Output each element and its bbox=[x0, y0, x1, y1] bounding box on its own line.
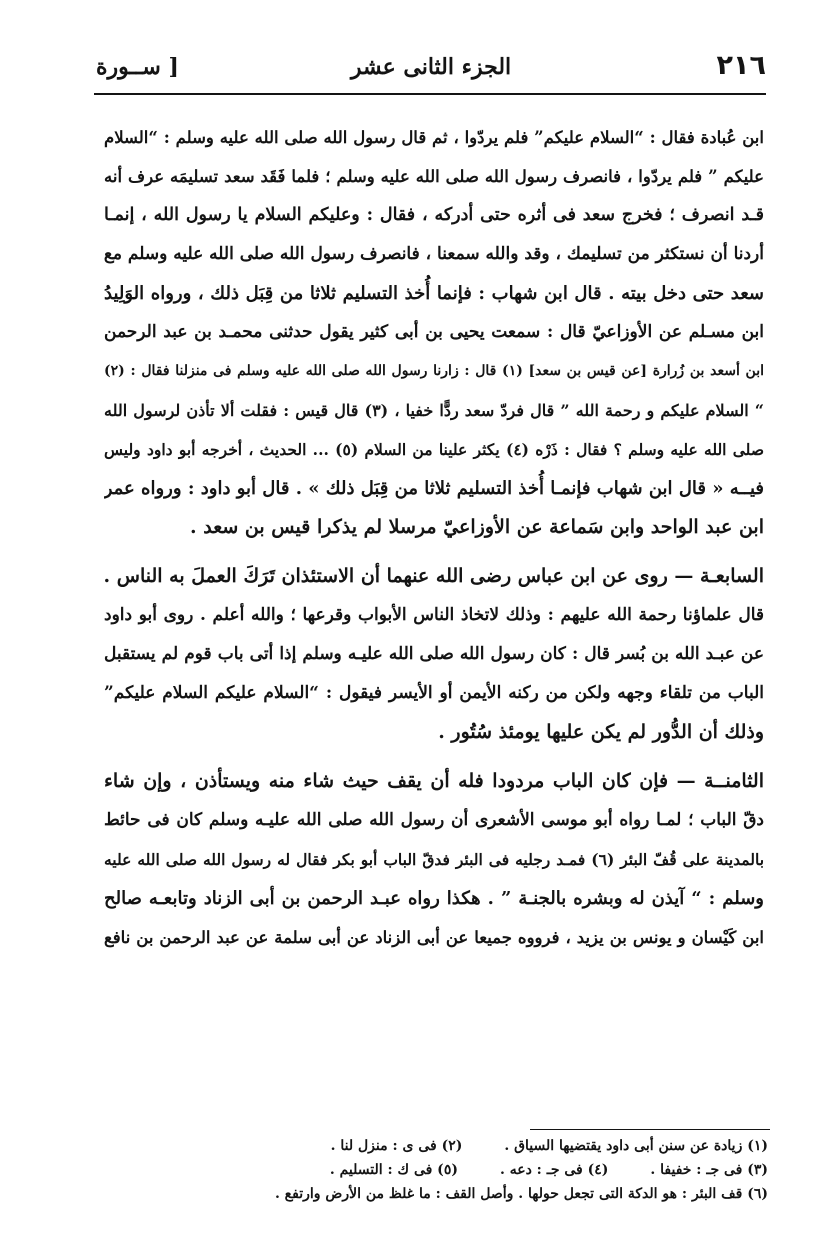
footnote-2: (٢) فى ى : منزل لنا . bbox=[330, 1138, 463, 1154]
text-line: الثامنــة — فإن كان الباب مردودا فله أن يقف حيث شاء منه ويستأذن ، وإن شاء bbox=[104, 770, 764, 792]
footnote-4: (٤) فى جـ : دعه . bbox=[499, 1162, 609, 1178]
text-line: سعد حتى دخل بيته . قال ابن شهاب : فإنما أُخذ التسليم ثلاثا من قِبَل ذلك ، ورواه الوَلِيدُ bbox=[104, 283, 764, 304]
text-line: السابعـة — روى عن ابن عباس رضى الله عنهما أن الاستئذان تَرَكَ العملَ به الناس . bbox=[104, 565, 764, 587]
text-line: قـد انصرف ؛ فخرج سعد فى أثره حتى أدركه ، فقال : وعليكم السلام يا رسول الله ، إنمـا bbox=[104, 205, 764, 225]
text-line: أردنا أن نستكثر من تسليمك ، وقد والله سمعنا ، فانصرف رسول الله صلى الله عليه وسلم مع bbox=[104, 244, 764, 264]
main-text bbox=[104, 118, 764, 957]
page-number: ٢١٦ bbox=[716, 50, 766, 81]
text-line: قال علماؤنا رحمة الله عليهم : وذلك لاتخاذ الناس الأبواب وقرعها ؛ والله أعلم . روى أبو داود bbox=[104, 605, 764, 625]
footnote-5: (٥) فى ك : التسليم . bbox=[329, 1162, 458, 1178]
footnote-row bbox=[160, 1182, 768, 1206]
text-line: دقّ الباب ؛ لمـا رواه أبو موسى الأشعرى أن رسول الله صلى الله عليـه وسلم كان فى حائط bbox=[104, 810, 764, 830]
running-title: الجزء الثانى عشر bbox=[350, 54, 512, 80]
text-line: وسلم : “ آيذن له وبشره بالجنـة ” . هكذا رواه عبـد الرحمن بن أبى الزناد وتابعـه صالح bbox=[104, 888, 764, 909]
text-line: عن عبـد الله بن بُسر قال : كان رسول الله صلى الله عليـه وسلم إذا أتى باب قوم لم يستقبل bbox=[104, 644, 764, 664]
footnote-1: (١) زيادة عن سنن أبى داود يقتضيها السياق . bbox=[504, 1138, 768, 1154]
text-line: ابن عُبادة فقال : “السلام عليكم” فلم يردّوا ، ثم قال رسول الله صلى الله عليه وسلم : “السلام bbox=[104, 128, 764, 147]
page-header bbox=[96, 44, 766, 88]
footnote-row bbox=[160, 1158, 768, 1182]
text-line: ابن كَيْسان و يونس بن يزيد ، فرووه جميعا عن أبى الزناد عن أبى سلمة عن عبد الرحمن بن نافع bbox=[104, 928, 764, 947]
text-line: عليكم ” فلم يردّوا ، فانصرف رسول الله صلى الله عليه وسلم ؛ فلما فَقَد سعد تسليمَه عرف أنه bbox=[104, 167, 764, 186]
surah-label: [ ســورة bbox=[96, 54, 179, 80]
text-line: وذلك أن الدُّور لم يكن عليها يومئذ سُتُور . bbox=[438, 721, 764, 743]
header-rule bbox=[94, 93, 766, 95]
footnote-rule bbox=[530, 1129, 770, 1130]
footnotes bbox=[160, 1134, 768, 1206]
text-line: بالمدينة على قُفّ البئر (٦) فمـد رجليه فى البئر فدقّ الباب أبو بكر فقال له رسول الله صلى الله عليه bbox=[104, 850, 764, 869]
text-line: ابن عبد الواحد وابن سَماعة عن الأوزاعيّ مرسلا لم يذكرا قيس بن سعد . bbox=[190, 516, 764, 538]
text-line: فيــه « قال ابن شهاب فإنمـا أُخذ التسليم ثلاثا من قِبَل ذلك » . قال أبو داود : ورواه عمر bbox=[104, 478, 764, 499]
text-line: صلى الله عليه وسلم ؟ فقال : ذَرْه (٤) يكثر علينا من السلام (٥) ... الحديث ، أخرجه أبو داود وليس bbox=[104, 440, 764, 459]
paragraph-gap bbox=[104, 547, 764, 557]
text-line: ابن مسـلم عن الأوزاعيّ قال : سمعت يحيى بن أبى كثير يقول حدثنى محمـد بن عبد الرحمن bbox=[104, 322, 764, 342]
paragraph-gap bbox=[104, 752, 764, 762]
footnote-3: (٣) فى جـ : خفيفا . bbox=[650, 1162, 768, 1178]
footnote-6: (٦) قف البئر : هو الدكة التى تجعل حولها . وأصل القف : ما غلظ من الأرض وارتفع . bbox=[274, 1186, 768, 1202]
text-line: “ السلام عليكم و رحمة الله ” قال فردّ سعد ردًّا خفيا ، (٣) قال قيس : فقلت ألا تأذن لرسول الله bbox=[104, 401, 764, 420]
text-line: الباب من تلقاء وجهه ولكن من ركنه الأيمن أو الأيسر فيقول : “السلام عليكم السلام عليكم” bbox=[104, 683, 764, 703]
text-line: ابن أسعد بن زُرارة [عن قيس بن سعد] (١) قال : زارنا رسول الله صلى الله عليه وسلم فى منزلنا فقال : (٢) bbox=[104, 363, 764, 379]
footnote-row bbox=[160, 1134, 768, 1158]
